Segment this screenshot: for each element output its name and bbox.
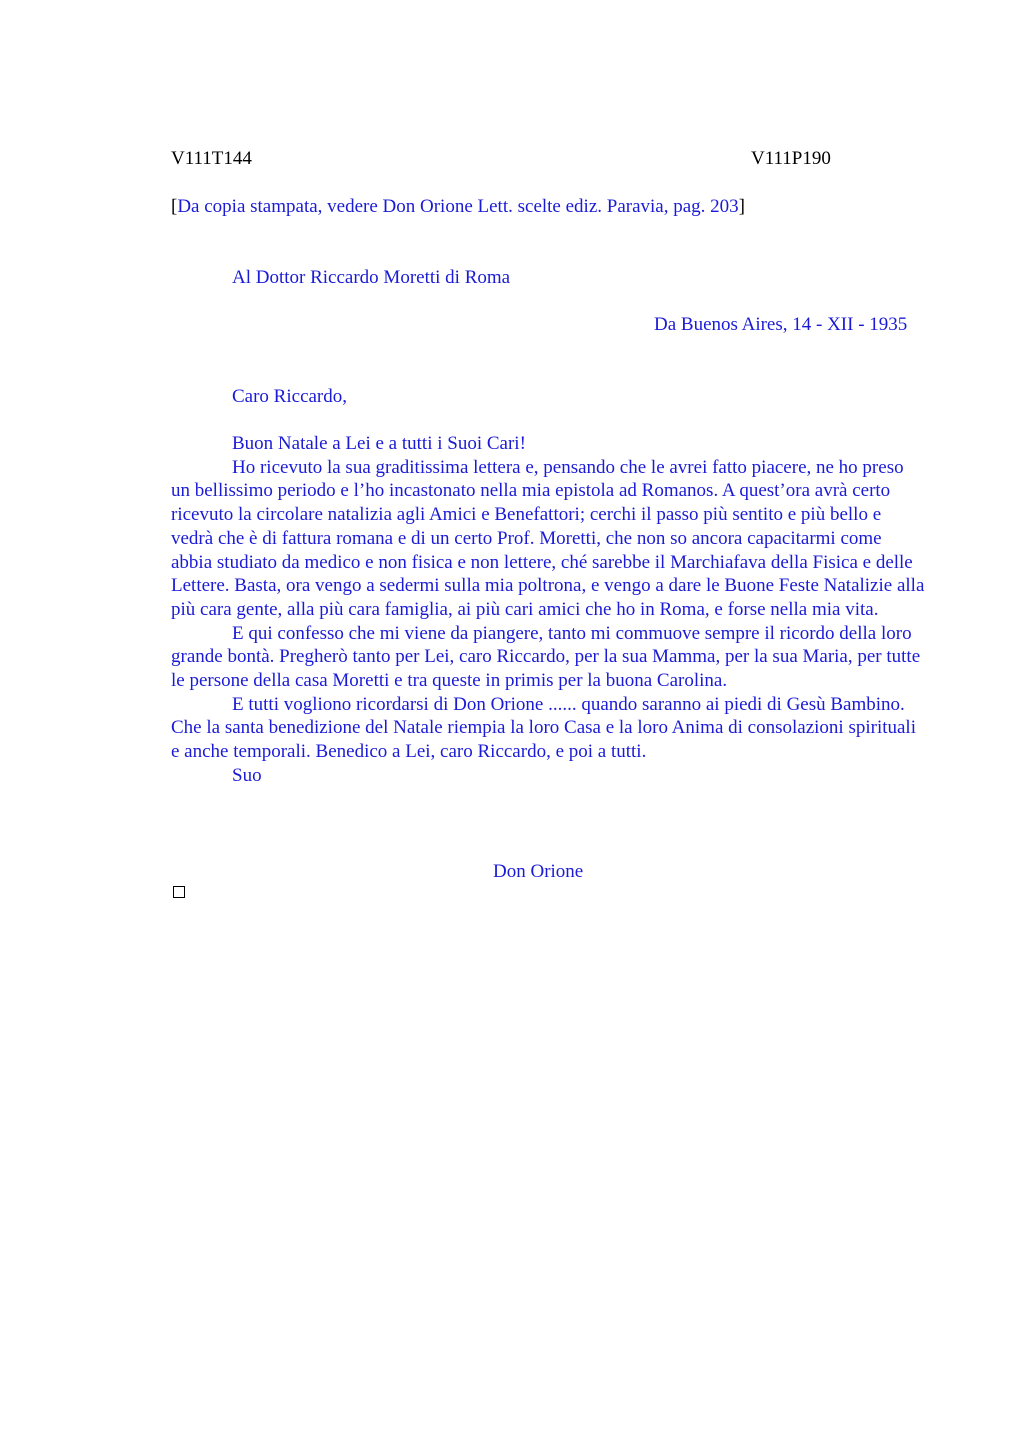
letter-paragraph: Buon Natale a Lei e a tutti i Suoi Cari! xyxy=(232,433,526,454)
letter-recipient: Al Dottor Riccardo Moretti di Roma xyxy=(232,267,511,288)
letter-closing: Suo xyxy=(232,764,262,786)
source-note-text: Da copia stampata, vedere Don Orione Lett. scelte ediz. Paravia, pag. 203 xyxy=(177,196,739,217)
document-code-right: V111P190 xyxy=(751,148,831,169)
source-note-close-bracket: ] xyxy=(738,196,745,217)
letter-signature: Don Orione xyxy=(493,861,584,882)
source-note-open-bracket: [ xyxy=(171,196,178,217)
letter-paragraph: E tutti vogliono ricordarsi di Don Orione ...... quando saranno ai piedi di Gesù Bambino. Che la santa benedizione del Natale riempia la loro Casa e la loro Anima di consolazioni spirituali e anche temporali. Benedico a Lei, caro Riccardo, e poi a tutti. xyxy=(171,693,916,763)
letter-salutation: Caro Riccardo, xyxy=(232,386,348,407)
letter-body xyxy=(171,432,926,788)
letter-paragraph: E qui confesso che mi viene da piangere, tanto mi commuove sempre il ricordo della loro grande bontà. Pregherò tanto per Lei, caro Riccardo, per la sua Mamma, per la sua Maria, per tutte le persone della casa Moretti e tra queste in primis per la buona Carolina. xyxy=(171,622,921,692)
letter-paragraph: Ho ricevuto la sua graditissima lettera e, pensando che le avrei fatto piacere, ne ho preso un bellissimo periodo e l’ho incastonato nella mia epistola ad Romanos. A quest’ora avrà certo ricevuto la circolare natalizia agli Amici e Benefattori; cerchi il passo più sentito e più bello e vedrà che è di fattura romana e di un certo Prof. Moretti, che non so ancora capacitarmi come abbia studiato da medico e non fisica e non lettere, ché sarebbe il Marchiafava della Fisica e delle Lettere. Basta, ora vengo a sedermi sulla mia poltrona, e vengo a dare le Buone Feste Natalizie alla più cara gente, alla più cara famiglia, ai più cari amici che ho in Roma, e forse nella mia vita. xyxy=(171,456,925,620)
document-code-left: V111T144 xyxy=(171,148,252,169)
end-of-document-box-icon xyxy=(173,886,185,898)
letter-date: Da Buenos Aires, 14 - XII - 1935 xyxy=(654,314,908,335)
source-note xyxy=(171,195,745,219)
